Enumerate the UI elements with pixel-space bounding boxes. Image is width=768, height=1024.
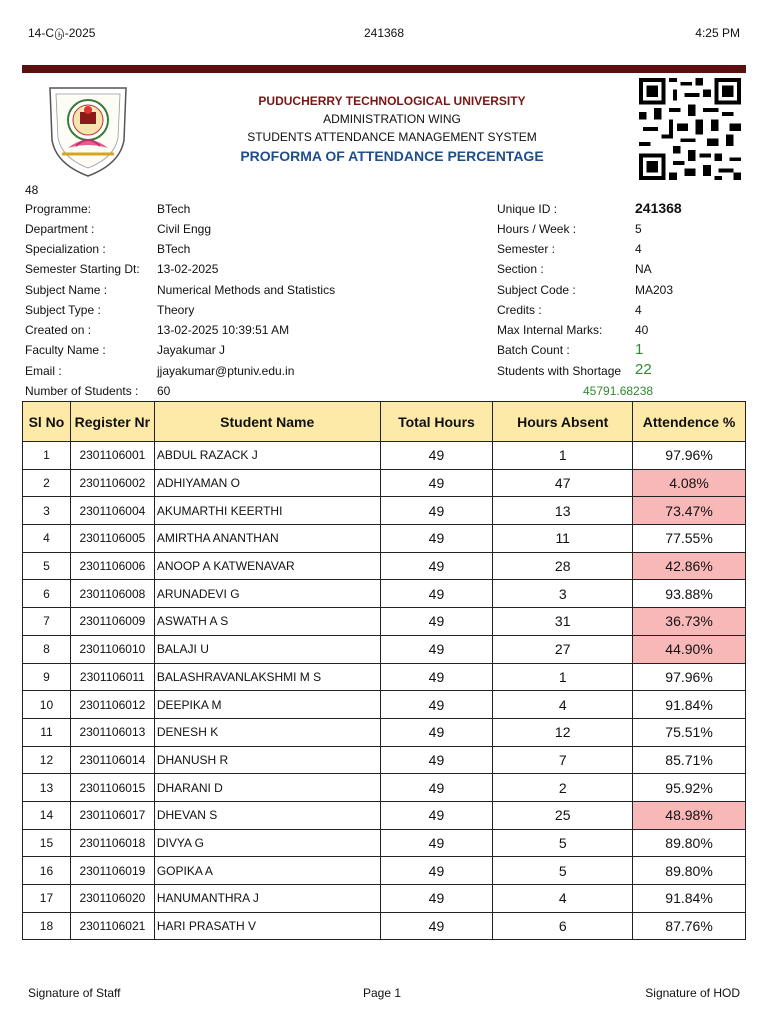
cell-total-hours: 49 (380, 885, 493, 913)
page-count-label: 48 (25, 183, 39, 197)
cell-hours-absent: 5 (493, 857, 633, 885)
cell-sl-no: 1 (23, 442, 71, 470)
col-header-student-name: Student Name (154, 402, 380, 442)
cell-hours-absent: 28 (493, 552, 633, 580)
table-row (23, 885, 746, 913)
col-header-attendance-pct: Attendence % (633, 402, 746, 442)
cell-total-hours: 49 (380, 497, 493, 525)
cell-register-nr: 2301106010 (70, 635, 154, 663)
cell-register-nr: 2301106002 (70, 469, 154, 497)
cell-student-name: DHEVAN S (154, 801, 380, 829)
faculty-name-label: Faculty Name : (25, 343, 106, 357)
university-name: PUDUCHERRY TECHNOLOGICAL UNIVERSITY (258, 94, 526, 108)
cell-hours-absent: 1 (493, 663, 633, 691)
cell-total-hours: 49 (380, 525, 493, 553)
cell-hours-absent: 3 (493, 580, 633, 608)
table-row (23, 774, 746, 802)
hod-signature-label: Signature of HOD (645, 986, 740, 1000)
administration-wing: ADMINISTRATION WING (323, 112, 461, 126)
cell-attendance-pct: 95.92% (633, 774, 746, 802)
specialization-value: BTech (157, 242, 191, 256)
table-row (23, 608, 746, 636)
table-row (23, 442, 746, 470)
cell-total-hours: 49 (380, 774, 493, 802)
cell-total-hours: 49 (380, 580, 493, 608)
table-row (23, 801, 746, 829)
cell-hours-absent: 25 (493, 801, 633, 829)
semester-value: 4 (635, 242, 642, 256)
shortage-value: 22 (635, 361, 652, 378)
cell-sl-no: 18 (23, 912, 71, 940)
student-count-value: 60 (157, 384, 171, 398)
attendance-table (22, 401, 746, 940)
shortage-label: Students with Shortage (497, 364, 622, 378)
cell-student-name: DHANUSH R (154, 746, 380, 774)
cell-total-hours: 49 (380, 691, 493, 719)
cell-attendance-pct: 97.96% (633, 442, 746, 470)
page-number: Page 1 (362, 986, 402, 1000)
cell-student-name: ABDUL RAZACK J (154, 442, 380, 470)
cell-total-hours: 49 (380, 608, 493, 636)
cell-hours-absent: 27 (493, 635, 633, 663)
document-title: PROFORMA OF ATTENDANCE PERCENTAGE (240, 148, 544, 164)
cell-sl-no: 15 (23, 829, 71, 857)
cell-student-name: ANOOP A KATWENAVAR (154, 552, 380, 580)
cell-sl-no: 3 (23, 497, 71, 525)
cell-student-name: ASWATH A S (154, 608, 380, 636)
credits-label: Credits : (497, 303, 542, 317)
col-header-hours-absent: Hours Absent (493, 402, 633, 442)
table-row (23, 829, 746, 857)
cell-attendance-pct: 73.47% (633, 497, 746, 525)
student-count-label: Number of Students : (25, 384, 139, 398)
specialization-label: Specialization : (25, 242, 106, 256)
table-row (23, 718, 746, 746)
col-header-register-nr: Register Nr (70, 402, 154, 442)
cell-attendance-pct: 42.86% (633, 552, 746, 580)
qr-code (636, 78, 744, 180)
batch-count-value: 1 (635, 341, 644, 358)
cell-student-name: ARUNADEVI G (154, 580, 380, 608)
email-value: jjayakumar@ptuniv.edu.in (157, 364, 295, 378)
cell-register-nr: 2301106020 (70, 885, 154, 913)
cell-hours-absent: 31 (493, 608, 633, 636)
cell-register-nr: 2301106015 (70, 774, 154, 802)
cell-sl-no: 4 (23, 525, 71, 553)
cell-total-hours: 49 (380, 663, 493, 691)
cell-register-nr: 2301106012 (70, 691, 154, 719)
cell-hours-absent: 4 (493, 885, 633, 913)
unique-id-label: Unique ID : (497, 202, 558, 216)
table-row (23, 497, 746, 525)
cell-hours-absent: 47 (493, 469, 633, 497)
cell-hours-absent: 6 (493, 912, 633, 940)
cell-total-hours: 49 (380, 635, 493, 663)
semester-start-value: 13-02-2025 (157, 262, 219, 276)
cell-attendance-pct: 85.71% (633, 746, 746, 774)
section-label: Section : (497, 262, 544, 276)
table-row (23, 469, 746, 497)
cell-sl-no: 6 (23, 580, 71, 608)
cell-sl-no: 17 (23, 885, 71, 913)
cell-student-name: HARI PRASATH V (154, 912, 380, 940)
cell-student-name: GOPIKA A (154, 857, 380, 885)
subject-name-value: Numerical Methods and Statistics (157, 283, 336, 297)
table-row (23, 525, 746, 553)
cell-total-hours: 49 (380, 552, 493, 580)
cell-student-name: HANUMANTHRA J (154, 885, 380, 913)
cell-student-name: ADHIYAMAN O (154, 469, 380, 497)
cell-total-hours: 49 (380, 469, 493, 497)
cell-student-name: AMIRTHA ANANTHAN (154, 525, 380, 553)
cell-attendance-pct: 87.76% (633, 912, 746, 940)
staff-signature-label: Signature of Staff (28, 986, 121, 1000)
hours-week-value: 5 (635, 222, 642, 236)
cell-register-nr: 2301106009 (70, 608, 154, 636)
table-row (23, 635, 746, 663)
table-row (23, 552, 746, 580)
subject-type-value: Theory (157, 303, 195, 317)
cell-attendance-pct: 48.98% (633, 801, 746, 829)
table-row (23, 912, 746, 940)
table-row (23, 746, 746, 774)
cell-register-nr: 2301106011 (70, 663, 154, 691)
col-header-total-hours: Total Hours (380, 402, 493, 442)
cell-sl-no: 7 (23, 608, 71, 636)
cell-register-nr: 2301106013 (70, 718, 154, 746)
attendance-table-body (23, 442, 746, 940)
print-doc-id: 241368 (363, 26, 405, 40)
cell-attendance-pct: 75.51% (633, 718, 746, 746)
cell-student-name: DEEPIKA M (154, 691, 380, 719)
cell-student-name: DIVYA G (154, 829, 380, 857)
cell-register-nr: 2301106008 (70, 580, 154, 608)
cell-hours-absent: 2 (493, 774, 633, 802)
cell-attendance-pct: 89.80% (633, 829, 746, 857)
cell-attendance-pct: 97.96% (633, 663, 746, 691)
cell-register-nr: 2301106005 (70, 525, 154, 553)
cell-total-hours: 49 (380, 718, 493, 746)
cell-register-nr: 2301106018 (70, 829, 154, 857)
cell-attendance-pct: 36.73% (633, 608, 746, 636)
cell-hours-absent: 7 (493, 746, 633, 774)
semester-label: Semester : (497, 242, 556, 256)
cell-total-hours: 49 (380, 442, 493, 470)
batch-count-label: Batch Count : (497, 343, 570, 357)
extra-value: 45791.68238 (583, 384, 654, 398)
cell-register-nr: 2301106021 (70, 912, 154, 940)
cell-student-name: AKUMARTHI KEERTHI (154, 497, 380, 525)
cell-hours-absent: 1 (493, 442, 633, 470)
unique-id-value: 241368 (635, 200, 682, 216)
col-header-sl-no: Sl No (23, 402, 71, 442)
cell-register-nr: 2301106019 (70, 857, 154, 885)
system-name: STUDENTS ATTENDANCE MANAGEMENT SYSTEM (247, 130, 537, 144)
cell-hours-absent: 13 (493, 497, 633, 525)
department-label: Department : (25, 222, 95, 236)
cell-register-nr: 2301106006 (70, 552, 154, 580)
cell-student-name: DHARANI D (154, 774, 380, 802)
cell-attendance-pct: 91.84% (633, 885, 746, 913)
cell-sl-no: 14 (23, 801, 71, 829)
cell-sl-no: 12 (23, 746, 71, 774)
table-row (23, 857, 746, 885)
faculty-name-value: Jayakumar J (157, 343, 226, 357)
created-on-value: 13-02-2025 10:39:51 AM (157, 323, 290, 337)
subject-code-value: MA203 (635, 283, 674, 297)
cell-hours-absent: 5 (493, 829, 633, 857)
cell-sl-no: 8 (23, 635, 71, 663)
cell-student-name: DENESH K (154, 718, 380, 746)
cell-attendance-pct: 77.55% (633, 525, 746, 553)
cell-total-hours: 49 (380, 746, 493, 774)
cell-hours-absent: 4 (493, 691, 633, 719)
cell-sl-no: 10 (23, 691, 71, 719)
cell-student-name: BALAJI U (154, 635, 380, 663)
section-value: NA (635, 262, 652, 276)
cell-register-nr: 2301106014 (70, 746, 154, 774)
cell-sl-no: 11 (23, 718, 71, 746)
semester-start-label: Semester Starting Dt: (25, 262, 140, 276)
email-label: Email : (25, 364, 62, 378)
credits-value: 4 (635, 303, 642, 317)
cell-total-hours: 49 (380, 801, 493, 829)
cell-sl-no: 2 (23, 469, 71, 497)
cell-sl-no: 9 (23, 663, 71, 691)
cell-student-name: BALASHRAVANLAKSHMI M S (154, 663, 380, 691)
cell-attendance-pct: 44.90% (633, 635, 746, 663)
cell-total-hours: 49 (380, 912, 493, 940)
cell-hours-absent: 11 (493, 525, 633, 553)
cell-total-hours: 49 (380, 829, 493, 857)
cell-attendance-pct: 91.84% (633, 691, 746, 719)
table-row (23, 691, 746, 719)
programme-label: Programme: (25, 202, 92, 216)
header-rule (22, 65, 746, 73)
table-row (23, 580, 746, 608)
max-internal-value: 40 (635, 323, 649, 337)
subject-name-label: Subject Name : (25, 283, 108, 297)
hours-week-label: Hours / Week : (497, 222, 577, 236)
cell-register-nr: 2301106001 (70, 442, 154, 470)
subject-code-label: Subject Code : (497, 283, 576, 297)
department-value: Civil Engg (157, 222, 212, 236)
programme-value: BTech (157, 202, 191, 216)
cell-attendance-pct: 89.80% (633, 857, 746, 885)
cell-register-nr: 2301106004 (70, 497, 154, 525)
subject-type-label: Subject Type : (25, 303, 101, 317)
cell-hours-absent: 12 (493, 718, 633, 746)
cell-sl-no: 13 (23, 774, 71, 802)
cell-attendance-pct: 93.88% (633, 580, 746, 608)
print-date: 14-Cடு-2025 (28, 26, 96, 40)
table-row (23, 663, 746, 691)
cell-register-nr: 2301106017 (70, 801, 154, 829)
cell-sl-no: 5 (23, 552, 71, 580)
max-internal-label: Max Internal Marks: (497, 323, 603, 337)
print-time: 4:25 PM (695, 26, 740, 40)
created-on-label: Created on : (25, 323, 92, 337)
cell-total-hours: 49 (380, 857, 493, 885)
cell-attendance-pct: 4.08% (633, 469, 746, 497)
cell-sl-no: 16 (23, 857, 71, 885)
table-header-row (23, 402, 746, 442)
